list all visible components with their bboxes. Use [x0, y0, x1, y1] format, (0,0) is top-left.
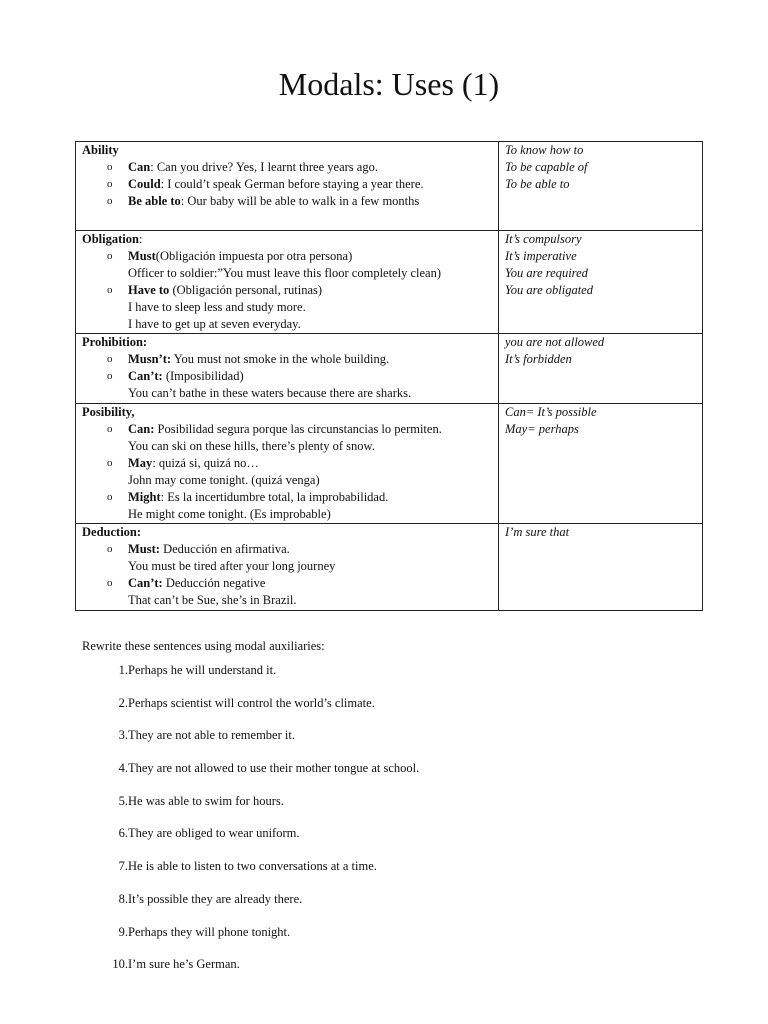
exercise-number: 3. [118, 728, 128, 743]
bullet-icon: o [107, 353, 113, 365]
bullet-icon: o [107, 195, 113, 207]
meaning-line: It’s compulsory [505, 232, 582, 246]
meaning-line: I’m sure that [505, 525, 570, 539]
exercise-text: He was able to swim for hours. [128, 793, 284, 808]
example-sentence: I have to sleep less and study more. [128, 300, 306, 314]
meaning-line: You are required [505, 266, 588, 280]
exercise-text: They are obliged to wear uniform. [128, 826, 300, 841]
modal-explanation: (Obligación impuesta por otra persona) [155, 249, 353, 263]
exercise-item [82, 662, 682, 695]
modal-keyword: May [128, 456, 153, 470]
modal-explanation: : Es la incertidumbre total, la improbabilidad. [160, 490, 389, 504]
exercise-item [82, 727, 682, 760]
modal-keyword: Must: [128, 542, 160, 556]
exercise-number: 10. [112, 957, 128, 972]
section-heading-label: Prohibition: [82, 335, 148, 349]
exercise-number: 1. [118, 663, 128, 677]
example-sentence: You can’t bathe in these waters because there are sharks. [128, 386, 412, 400]
bullet-icon: o [107, 370, 113, 382]
modal-item [82, 351, 494, 368]
exercise-number: 2. [118, 695, 128, 710]
meaning-cell [499, 231, 703, 334]
section-heading-label: Obligation [82, 232, 139, 246]
exercise-text: Perhaps scientist will control the world’s climate. [128, 695, 375, 710]
exercise-text: He is able to listen to two conversations at a time. [128, 859, 377, 874]
exercise-text: They are not able to remember it. [128, 728, 295, 743]
modal-cell [76, 404, 499, 524]
exercise-list [82, 662, 682, 989]
bullet-icon: o [107, 457, 113, 469]
exercise-instruction: Rewrite these sentences using modal auxiliaries: [82, 639, 325, 653]
meaning-line: To be capable of [505, 160, 588, 174]
modal-item [82, 489, 494, 506]
section-heading [82, 404, 494, 421]
meaning-line: you are not allowed [505, 335, 605, 349]
modal-item [82, 541, 494, 558]
section-heading [82, 334, 494, 351]
modal-explanation: : quizá si, quizá no… [152, 456, 259, 470]
example-sentence: He might come tonight. (Es improbable) [128, 507, 331, 521]
section-heading-suffix: : [138, 232, 143, 246]
modal-keyword: Can’t: [128, 369, 163, 383]
exercise-item [82, 793, 682, 826]
section-heading [82, 142, 494, 159]
bullet-icon: o [107, 423, 113, 435]
modal-explanation: : I could’t speak German before staying a year there. [160, 177, 424, 191]
modal-item [82, 193, 494, 210]
exercise-text: I’m sure he’s German. [128, 957, 240, 972]
exercise-text: Perhaps he will understand it. [128, 663, 277, 677]
example-sentence: That can’t be Sue, she’s in Brazil. [128, 593, 297, 607]
modal-item [82, 248, 494, 265]
table-row [76, 524, 703, 611]
modal-explanation: : Our baby will be able to walk in a few months [180, 194, 420, 208]
modal-explanation: Deducción en afirmativa. [159, 542, 290, 556]
meaning-line: May= perhaps [505, 422, 579, 436]
bullet-icon: o [107, 284, 113, 296]
exercise-number: 6. [118, 826, 128, 841]
section-heading [82, 231, 494, 248]
exercise-number: 8. [118, 891, 128, 906]
modal-explanation: Deducción negative [162, 576, 266, 590]
exercise-number: 7. [118, 859, 128, 874]
modal-explanation: (Obligación personal, rutinas) [169, 283, 323, 297]
meaning-line: It’s imperative [505, 249, 577, 263]
modal-keyword: Can’t: [128, 576, 163, 590]
modal-cell [76, 334, 499, 404]
exercise-item [82, 825, 682, 858]
exercise-item [82, 858, 682, 891]
modals-table [75, 141, 703, 611]
table-row [76, 142, 703, 231]
meaning-line: To be able to [505, 177, 570, 191]
modal-keyword: Have to [128, 283, 170, 297]
modal-item [82, 421, 494, 438]
modal-cell [76, 231, 499, 334]
modal-explanation: : Can you drive? Yes, I learnt three years ago. [150, 160, 378, 174]
meaning-cell [499, 524, 703, 611]
modal-cell [76, 524, 499, 611]
meaning-cell [499, 142, 703, 231]
modal-explanation: You must not smoke in the whole building. [171, 352, 390, 366]
example-sentence: I have to get up at seven everyday. [128, 317, 301, 331]
example-sentence: Officer to soldier:”You must leave this floor completely clean) [128, 266, 442, 280]
meaning-line: Can= It’s possible [505, 405, 597, 419]
modal-keyword: Can [128, 160, 151, 174]
modal-item [82, 455, 494, 472]
modal-item [82, 368, 494, 385]
meaning-line: To know how to [505, 143, 584, 157]
section-heading-label: Posibility, [82, 405, 135, 419]
example-sentence: You must be tired after your long journey [128, 559, 336, 573]
modal-item [82, 176, 494, 193]
modal-item [82, 575, 494, 592]
exercise-number: 9. [118, 924, 128, 939]
bullet-icon: o [107, 161, 113, 173]
bullet-icon: o [107, 543, 113, 555]
meaning-line: It’s forbidden [505, 352, 572, 366]
modal-item [82, 159, 494, 176]
exercise-item [82, 956, 682, 989]
meaning-line: You are obligated [505, 283, 593, 297]
bullet-icon: o [107, 577, 113, 589]
exercise-text: It’s possible they are already there. [128, 891, 303, 906]
modal-cell [76, 142, 499, 231]
example-sentence: John may come tonight. (quizá venga) [128, 473, 320, 487]
section-heading-label: Deduction: [82, 525, 142, 539]
section-heading-label: Ability [82, 143, 119, 157]
bullet-icon: o [107, 491, 113, 503]
modal-keyword: Could [128, 177, 161, 191]
exercise-item [82, 924, 682, 957]
table-row [76, 404, 703, 524]
modal-keyword: Musn’t: [128, 352, 172, 366]
exercise-number: 4. [118, 761, 128, 776]
exercise-text: Perhaps they will phone tonight. [128, 924, 291, 939]
exercise-number: 5. [118, 793, 128, 808]
modal-keyword: Might [128, 490, 161, 504]
example-sentence: You can ski on these hills, there’s plenty of snow. [128, 439, 375, 453]
modal-explanation: Posibilidad segura porque las circunstancias lo permiten. [154, 422, 442, 436]
modal-keyword: Must [128, 249, 156, 263]
section-heading [82, 524, 494, 541]
table-row [76, 334, 703, 404]
modal-item [82, 282, 494, 299]
table-row [76, 231, 703, 334]
page-title: Modals: Uses (1) [278, 66, 500, 102]
exercise-item [82, 891, 682, 924]
exercise-text: They are not allowed to use their mother tongue at school. [128, 761, 420, 776]
bullet-icon: o [107, 250, 113, 262]
exercise-item [82, 760, 682, 793]
exercise-item [82, 695, 682, 728]
bullet-icon: o [107, 178, 113, 190]
meaning-cell [499, 334, 703, 404]
modal-keyword: Can: [128, 422, 155, 436]
modal-keyword: Be able to [128, 194, 181, 208]
modal-explanation: (Imposibilidad) [162, 369, 244, 383]
meaning-cell [499, 404, 703, 524]
